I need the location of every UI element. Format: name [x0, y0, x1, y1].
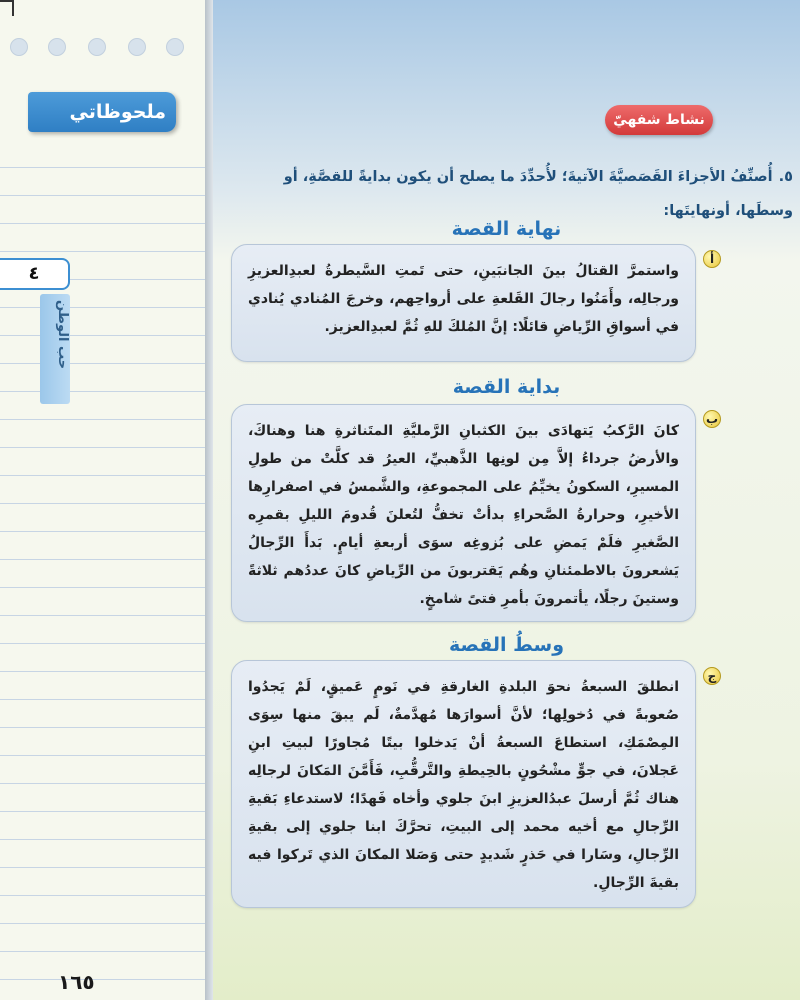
notes-title: ملحوظاتي — [69, 101, 166, 123]
story-text-end: واستمرَّ القتالُ بينَ الجانبَينِ، حتى تَمتِ السَّيطرةُ لعبدِالعزيزِ ورجالِه، وأَمَنُوا رجالَ القَلعةِ على أرواحِهم، وخرجَ المُنادي يُنادي في أسواقِ الرِّياضِ قائلًا: إنَّ المُلكَ للهِ ثُمَّ لعبدِالعزيز. — [248, 263, 679, 335]
main-page — [213, 0, 800, 1000]
story-card-beginning — [231, 404, 696, 622]
unit-number-box — [0, 258, 70, 290]
binder-hole — [48, 38, 66, 56]
binder-hole — [88, 38, 106, 56]
binder-hole — [10, 38, 28, 56]
story-text-middle: انطلقَ السبعةُ نحوَ البلدةِ الغارقةِ في نَومٍ عَميقٍ، لَمْ يَجدُوا صُعوبةً في دُخولِها؛ لأنَّ أسوارَها مُهدَّمةٌ، لَم يبقَ منها سِوَى المِصْمَكِ، استطاعَ السبعةُ أنْ يَدخلوا بيتًا مُجاورًا لبيتِ ابنِ عَجلانَ، في جوٍّ مشْحُونٍ بالحِيطةِ والتَّرقُّبِ، فَأَمَّنَ المَكانَ لرجالِه هناك ثُمَّ أرسلَ عبدُالعزيزِ ابنَ جلوي وأخاه فَهدًا؛ لاستدعاءِ بَقيةِ الرِّجالِ مع أخيه محمد إلى البيتِ، تحرَّكَ ابنا جلوي إلى بقيةِ الرِّجالِ، وسَارا في حَذرٍ شَديدٍ حتى وَصَلا المكانَ الذي تَركوا فيه بقيةَ الرِّجالِ. — [248, 679, 679, 891]
notes-tab — [28, 92, 176, 132]
section-title-end: نهاية القصة — [451, 218, 562, 240]
binder-hole — [166, 38, 184, 56]
section-title-beginning: بداية القصة — [452, 376, 561, 398]
activity-badge: نشاط شفهيّ — [605, 105, 713, 135]
story-card-end — [231, 244, 696, 362]
unit-number: ٤ — [28, 263, 40, 284]
binder-hole — [128, 38, 146, 56]
story-card-middle — [231, 660, 696, 908]
question-text: أُصنِّفُ الأجزاءَ القَصَصيَّةَ الآتيةَ؛ لأُحدِّدَ ما يصلح أن يكون بدايةً للقصَّةِ، أو وسطَها، أونهايتَها: — [283, 169, 793, 219]
notes-column — [0, 0, 205, 1000]
story-text-beginning: كانَ الرَّكبُ يَتهادَى بينَ الكثبانِ الرَّمليَّةِ المتَناثرةِ هنا وهناكَ، والأرضُ جرداءُ إلاَّ مِن لونِها الذَّهبيِّ، العيرُ قد كلَّتْ من طولِ المسيرِ، السكونُ يخيِّمُ على المجموعةِ، والشَّمسُ في اصفرارِها الأخيرِ، وحرارةُ الصَّحراءِ بدأتْ تخفُّ لتُعلنَ قُدومَ الليلِ بقمرِه الصَّغيرِ فلَمْ يَمضِ على بُزوغِه سوَى أربعةِ أيامٍ. بَدأَ الرِّجالُ يَشعرونَ بالاطمئنانِ وهُم يَقتربونَ من الرِّياضِ كانَ عددُهم ثلاثةً وستينَ رجلًا، يأتمرونَ بأمرِ فتىً شامخٍ. — [248, 423, 679, 607]
section-title-middle: وسطُ القصة — [448, 634, 565, 656]
page-number: ١٦٥ — [58, 970, 95, 994]
section-letter-b: ب — [703, 410, 721, 428]
unit-ribbon — [40, 294, 70, 404]
page-spine — [205, 0, 213, 1000]
unit-name: حب الوطن — [55, 300, 70, 370]
question-number: ٥. — [778, 169, 793, 185]
section-letter-c: ج — [703, 667, 721, 685]
corner-mark — [0, 0, 14, 16]
section-letter-a: أ — [703, 250, 721, 268]
